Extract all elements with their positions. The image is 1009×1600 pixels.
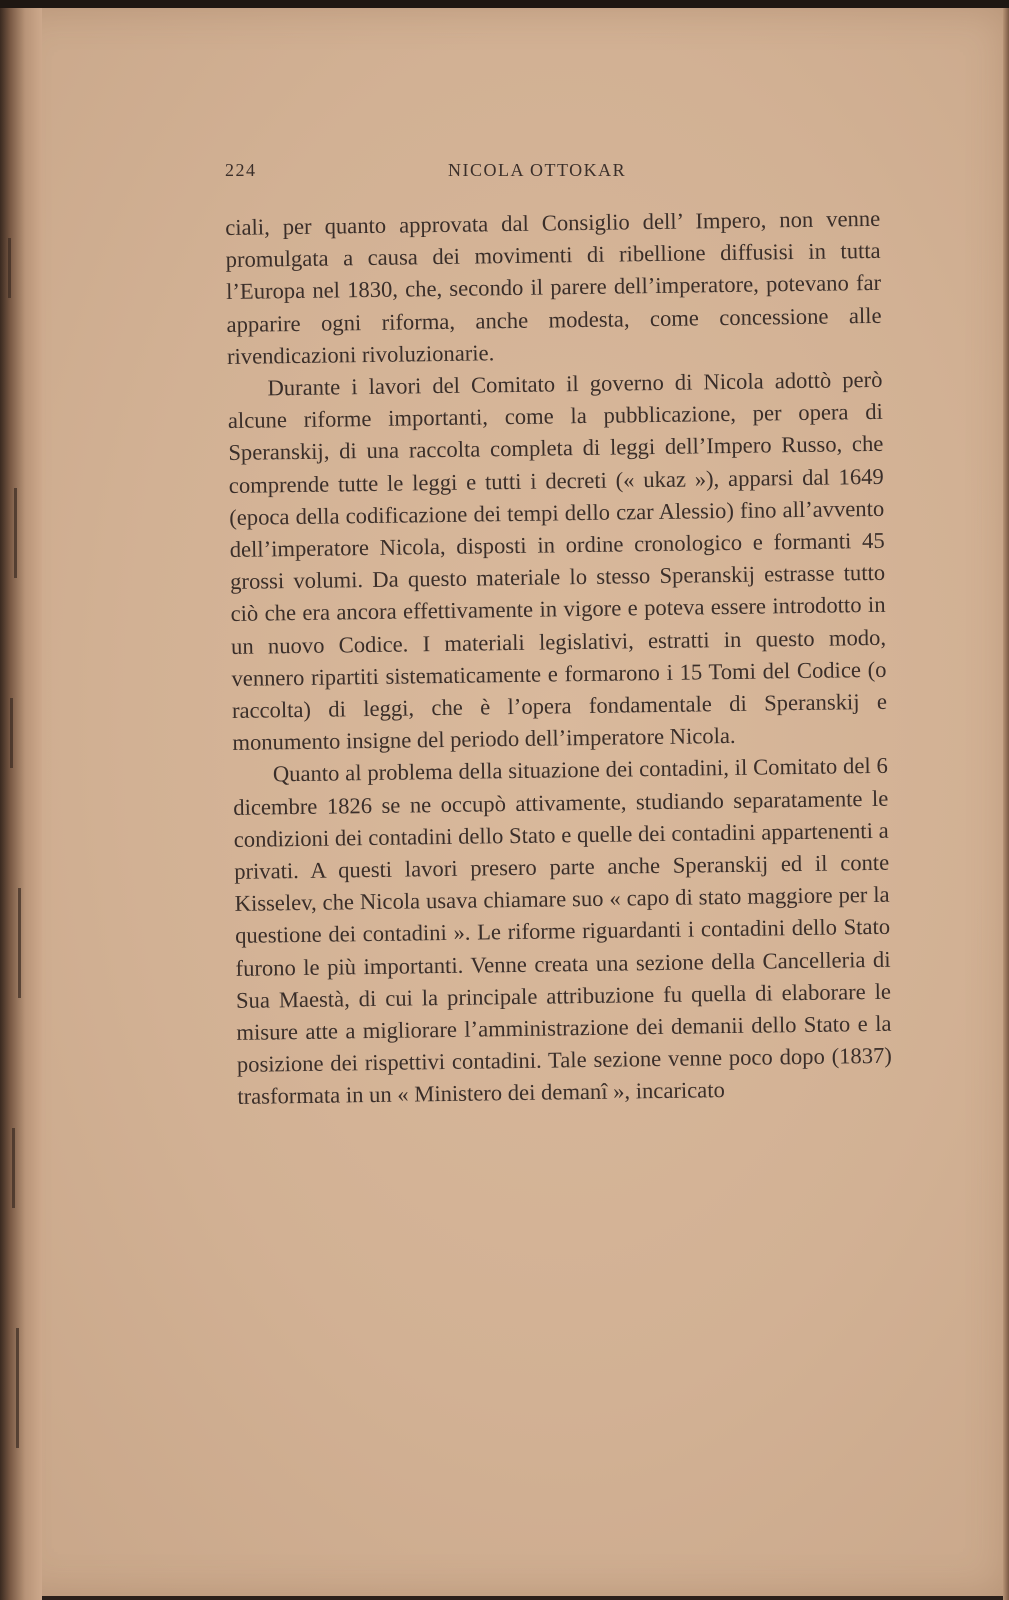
page-right-edge	[1003, 8, 1009, 1600]
paragraph-codification: Durante i lavori del Comitato il governo di Nicola adottò però alcune riforme importanti, come la pubblicazione, per opera di Speranskij, di una raccolta completa di leggi dell’Impero Russo, che comprende tutte le leggi e tutti i decreti (« ukaz »), apparsi dal 1649 (epoca della codificazione dei tempi dello czar Alessio) fino all’avvento dell’imperatore Nicola, disposti in ordine cronologico e formanti 45 grossi volumi. Da questo materiale lo stesso Speranskij estrasse tutto ciò che era ancora effettivamente in vigore e poteva essere introdotto in un nuovo Codice. I materiali legislativi, estratti in questo modo, vennero ripartiti sistematicamente e formarono i 15 Tomi del Codice (o raccolta) di leggi, che è l’opera fondamentale di Speranskij e monumento insigne del periodo dell’imperatore Nicola.	[227, 366, 888, 756]
paragraph-peasants: Quanto al problema della situazione dei contadini, il Comitato del 6 dicembre 1826 se ne occupò attivamente, studiando separatamente le condizioni dei contadini dello Stato e quelle dei contadini appartenenti a privati. A questi lavori presero parte anche Speranskij ed il conte Kisselev, che Nicola usava chiamare suo « capo di stato maggiore per la questione dei contadini ». Le riforme riguardanti i contadini dello Stato furono le più importanti. Venne creata una sezione della Cancelleria di Sua Maestà, di cui la principale attribuzione fu quella di elaborare le misure atte a migliorare l’amministrazione dei demanii dello Stato e la posizione dei rispettivi contadini. Tale sezione venne poco dopo (1837) trasformata in un « Ministero dei demanî », incaricato	[233, 753, 893, 1110]
page-number: 224	[225, 160, 257, 180]
spine-mark	[8, 238, 11, 298]
body-text	[225, 203, 893, 1114]
spine-mark	[18, 888, 21, 998]
running-title: NICOLA OTTOKAR	[448, 160, 627, 180]
paragraph-continuation: ciali, per quanto approvata dal Consiglio dell’ Impero, non venne promulgata a causa dei movimenti di ribellione diffusisi in tutta l’Europa nel 1830, che, secondo il parere dell’imperatore, potevano far apparire ogni riforma, anche modesta, come concessione alle rivendicazioni rivoluzionarie.	[225, 205, 882, 369]
book-spine	[0, 8, 42, 1600]
spine-mark	[10, 698, 13, 768]
spine-mark	[16, 1328, 19, 1448]
page-header	[225, 160, 875, 188]
spine-mark	[14, 488, 17, 578]
spine-mark	[12, 1128, 15, 1208]
